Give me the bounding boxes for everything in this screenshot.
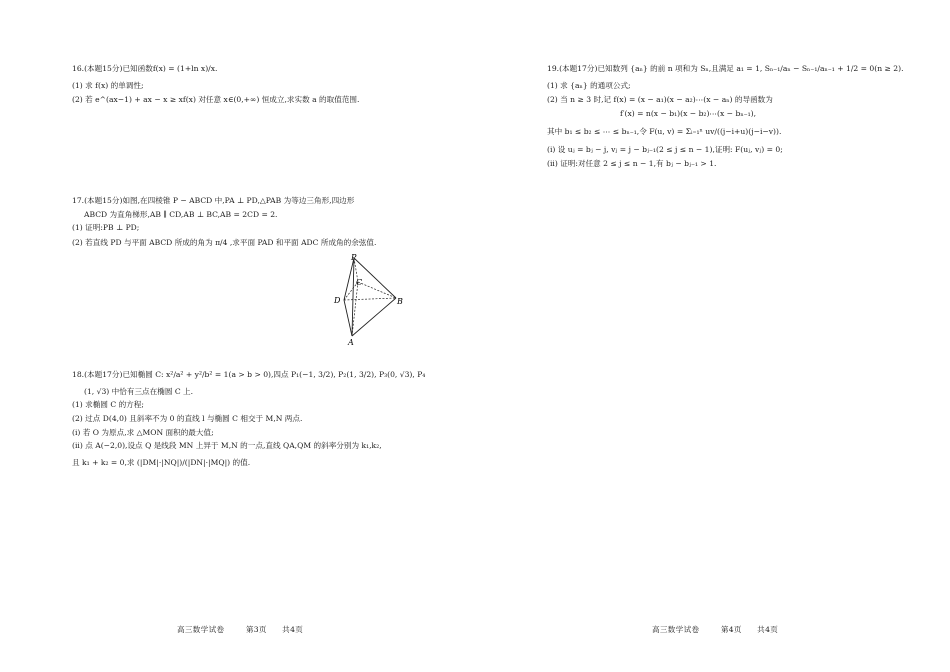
q18-part2: (2) 过点 D(4,0) 且斜率不为 0 的直线 l 与椭圆 C 相交于 M,N 两点. [72, 414, 303, 423]
footer-subject: 高三数学试卷 [177, 625, 225, 634]
q18-part2-ii: (ii) 点 A(−2,0),设点 Q 是线段 MN 上异于 M,N 的一点,直线 QA,QM 的斜率分别为 k₁,k₂, [72, 441, 382, 450]
q18-stem-cont: (1, √3) 中恰有三点在椭圆 C 上. [84, 387, 194, 396]
vertex-label-c: C [356, 278, 363, 287]
q18-stem: 18.(本题17分)已知椭圆 C: x²/a² + y²/b² = 1(a > b > 0),四点 P₁(−1, 3/2), P₂(1, 3/2), P₃(0, √3), P₄ [72, 370, 426, 379]
q16-part2: (2) 若 e^(ax−1) + ax − x ≥ xf(x) 对任意 x∈(0,+∞) 恒成立,求实数 a 的取值范围. [72, 95, 360, 104]
q19-part2-ii: (ii) 证明:对任意 2 ≤ j ≤ n − 1,有 bⱼ − bⱼ₋₁ > 1. [547, 159, 717, 168]
q17-part1: (1) 证明:PB ⊥ PD; [72, 223, 140, 232]
right-footer [652, 624, 778, 635]
q16-part1: (1) 求 f(x) 的单调性; [72, 81, 144, 90]
q19-part2-i: (i) 设 uⱼ = bⱼ − j, vⱼ = j − bⱼ₋₁(2 ≤ j ≤ n − 1),证明: F(uⱼ, vⱼ) = 0; [547, 145, 783, 154]
q18-part1: (1) 求椭圆 C 的方程; [72, 400, 144, 409]
q17-stem-cont: ABCD 为直角梯形,AB ∥ CD,AB ⊥ BC,AB = 2CD = 2. [84, 210, 278, 219]
q19-part2: (2) 当 n ≥ 3 时,记 f(x) = (x − a₁)(x − a₂)⋯(x − aₙ) 的导函数为 [547, 95, 773, 104]
q19-derivative-formula: f′(x) = n(x − b₁)(x − b₂)⋯(x − bₙ₋₁), [620, 109, 757, 118]
footer-page: 第3页 [245, 625, 267, 634]
q18-last: 且 k₁ + k₂ = 0,求 (|DM|·|NQ|)/(|DN|·|MQ|) 的值. [72, 458, 251, 467]
q19-part1: (1) 求 {aₙ} 的通项公式; [547, 81, 631, 90]
footer-subject: 高三数学试卷 [652, 625, 700, 634]
pyramid-figure [328, 252, 408, 346]
q16-stem: 16.(本题15分)已知函数f(x) = (1+ln x)/x. [72, 64, 218, 73]
vertex-label-p: P [351, 253, 357, 262]
q17-part2: (2) 若直线 PD 与平面 ABCD 所成的角为 π/4 ,求平面 PAD 和平面 ADC 所成角的余弦值. [72, 238, 377, 247]
vertex-label-d: D [334, 296, 341, 305]
q18-part2-i: (i) 若 O 为原点,求 △MON 面积的最大值; [72, 428, 214, 437]
q19-F-definition: 其中 b₁ ≤ b₂ ≤ ⋯ ≤ bₙ₋₁,令 F(u, v) = Σᵢ₌₁ⁿ uv/((j−i+u)(j−i−v)). [547, 127, 782, 136]
footer-total: 共4页 [757, 625, 779, 634]
footer-page: 第4页 [720, 625, 742, 634]
q19-stem: 19.(本题17分)已知数列 {aₙ} 的前 n 项和为 Sₙ,且满足 a₁ = 1, Sₙ₋₁/aₙ − Sₙ₋₁/aₙ₋₁ + 1/2 = 0(n ≥ 2). [547, 64, 904, 73]
left-footer [177, 624, 303, 635]
footer-total: 共4页 [282, 625, 304, 634]
q17-stem: 17.(本题15分)如图,在四棱锥 P − ABCD 中,PA ⊥ PD,△PAB 为等边三角形,四边形 [72, 196, 355, 205]
vertex-label-a: A [348, 338, 354, 346]
vertex-label-b: B [397, 297, 403, 306]
